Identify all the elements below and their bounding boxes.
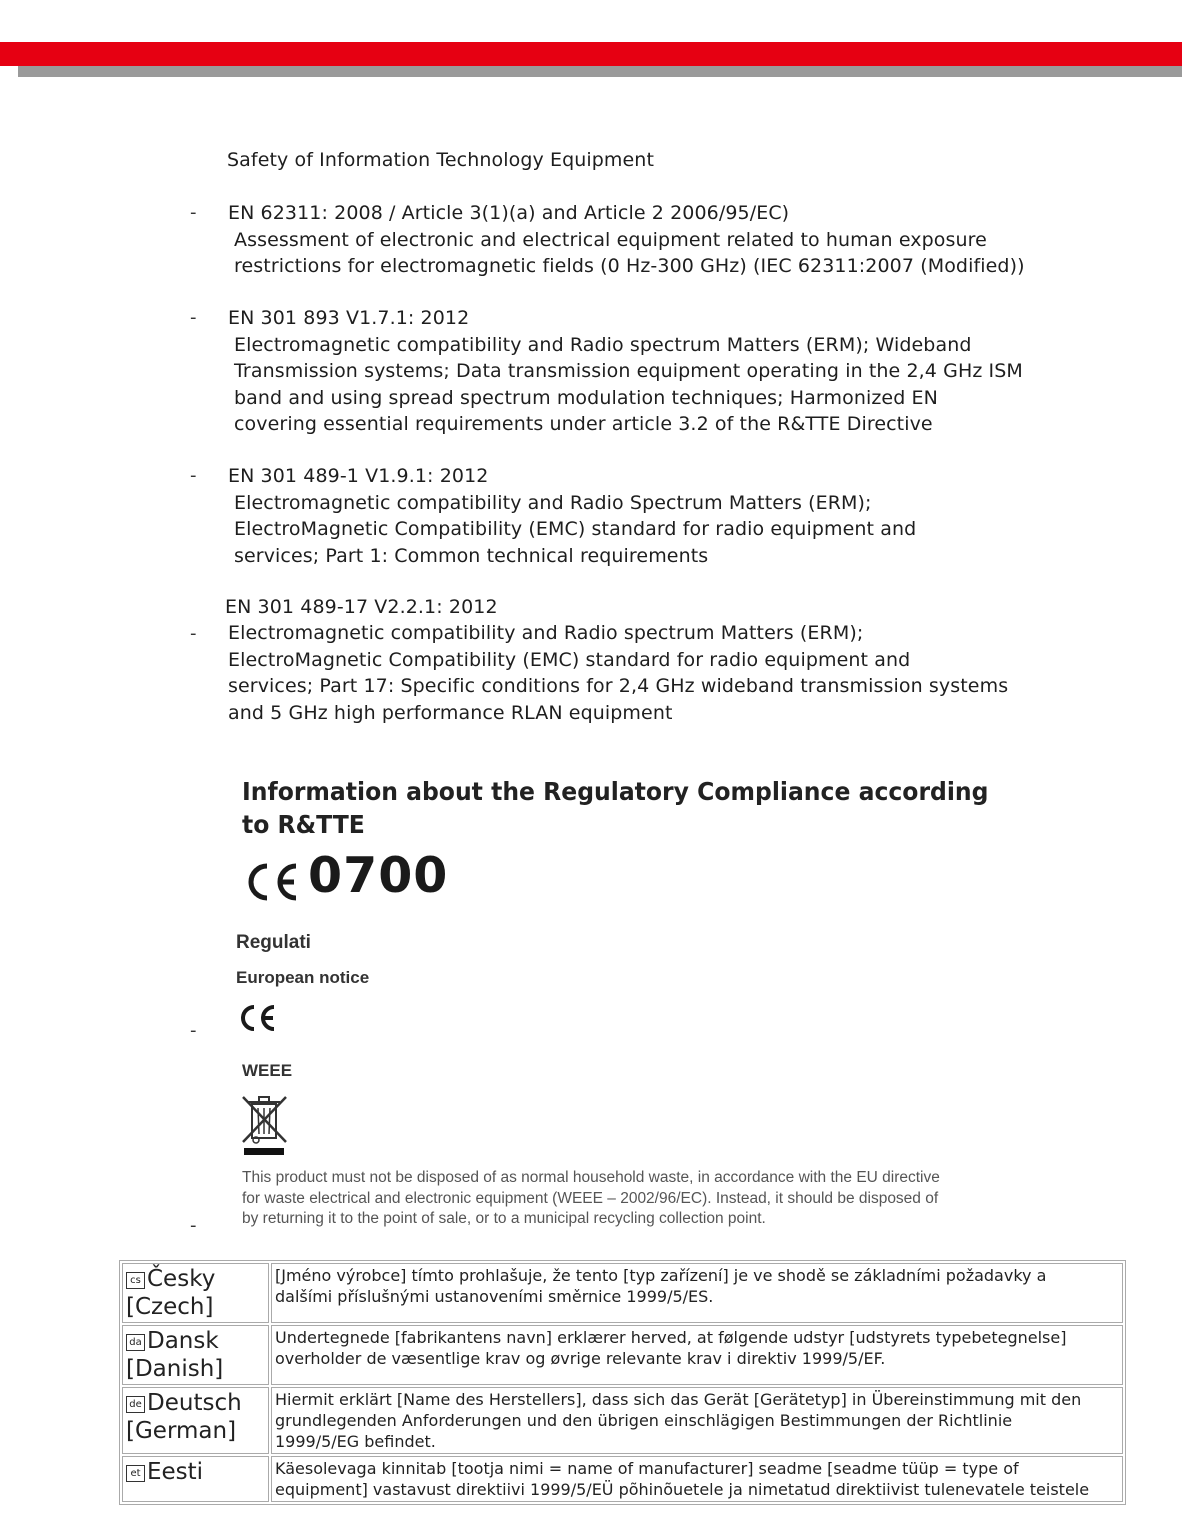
language-bracket: [Czech] [126,1294,214,1320]
standard-desc-line: services; Part 1: Common technical requirements [234,544,709,567]
language-code-icon: et [126,1465,145,1482]
standard-desc-line: ElectroMagnetic Compatibility (EMC) standard for radio equipment and [234,518,917,540]
regulatory-title [242,775,988,841]
table-row [122,1456,1123,1502]
regulatory-heading: Regulati [236,932,311,953]
standard-desc-line: ElectroMagnetic Compatibility (EMC) standard for radio equipment and [228,648,911,671]
table-row [122,1387,1123,1454]
dash-marker: - [190,1215,197,1236]
standard-block [228,463,916,569]
weee-text-line: by returning it to the point of sale, or to a municipal recycling collection point. [242,1210,766,1227]
ce-mark-icon [240,852,302,912]
standard-desc-line: Electromagnetic compatibility and Radio spectrum Matters (ERM); [228,622,864,644]
weee-text-line: This product must not be disposed of as normal household waste, in accordance with the EU directive [242,1169,940,1186]
language-cell [122,1456,269,1502]
weee-heading: WEEE [242,1061,293,1080]
language-bracket: [German] [126,1418,237,1444]
weee-crossed-bin-icon [240,1092,290,1160]
language-bracket: [Danish] [126,1356,224,1382]
standard-code: EN 62311: 2008 / Article 3(1)(a) and Article 2 2006/95/EC) [228,202,790,224]
ce-mark-small-icon [236,1001,278,1035]
standard-code: EN 301 893 V1.7.1: 2012 [228,307,470,329]
standard-desc-line: services; Part 17: Specific conditions for 2,4 GHz wideband transmission systems [228,675,1009,697]
declaration-line: equipment] vastavust direktiivi 1999/5/EÜ põhinõuetele ja nimetatud direktiivist tulenevatele teistele [275,1480,1090,1499]
dash-marker: - [190,1020,197,1041]
declaration-line: Hiermit erklärt [Name des Herstellers], dass sich das Gerät [Gerätetyp] in Übereinstimmung mit den [275,1390,1082,1409]
standard-desc-line: restrictions for electromagnetic fields (0 Hz-300 GHz) (IEC 62311:2007 (Modified)) [234,255,1025,277]
standard-desc-line: Assessment of electronic and electrical equipment related to human exposure [234,228,987,251]
dash-marker: - [190,623,197,644]
weee-text-line: for waste electrical and electronic equipment (WEEE – 2002/96/EC). Instead, it should be disposed of [242,1189,939,1207]
language-code-icon: de [126,1396,145,1413]
standard-code: EN 301 489-17 V2.2.1: 2012 [225,596,498,618]
table-row [122,1325,1123,1385]
standard-desc-line: Electromagnetic compatibility and Radio Spectrum Matters (ERM); [234,491,872,514]
standard-code: EN 301 489-1 V1.9.1: 2012 [228,465,489,487]
declaration-line: [Jméno výrobce] tímto prohlašuje, že tento [typ zařízení] je ve shodě se základními požadavky a [275,1266,1047,1285]
standard-desc-line: Transmission systems; Data transmission equipment operating in the 2,4 GHz ISM [234,360,1023,382]
declaration-cell [271,1387,1123,1454]
regulatory-title-line: Information about the Regulatory Compliance according [242,777,989,806]
dash-marker: - [190,202,197,223]
language-name: Deutsch [147,1390,242,1416]
language-name: Dansk [147,1328,219,1354]
standard-block [228,305,1023,438]
declaration-line: grundlegenden Anforderungen und den übrigen einschlägigen Bestimmungen der Richtlinie [275,1411,1013,1430]
language-code-icon: cs [126,1272,145,1289]
standard-desc-line: and 5 GHz high performance RLAN equipment [228,701,673,724]
language-name: Eesti [147,1459,204,1485]
declaration-line: 1999/5/EG befindet. [275,1432,436,1451]
language-cell [122,1263,269,1323]
declaration-line: Käesolevaga kinnitab [tootja nimi = name of manufacturer] seadme [seadme tüüp = type of [275,1459,1019,1478]
dash-marker: - [190,307,197,328]
european-notice-heading: European notice [236,968,370,987]
header-gray-bar [18,66,1182,77]
declaration-cell [271,1456,1123,1502]
standard-desc-line: band and using spread spectrum modulation techniques; Harmonized EN [234,386,938,409]
declaration-line: Undertegnede [fabrikantens navn] erklærer herved, at følgende udstyr [udstyrets typebetegnelse] [275,1328,1067,1347]
weee-disposal-text [242,1168,940,1230]
declaration-cell [271,1325,1123,1385]
standard-desc-line: covering essential requirements under article 3.2 of the R&TTE Directive [234,413,933,435]
notified-body-number: 0700 [308,847,449,904]
declaration-cell [271,1263,1123,1323]
language-declaration-table [119,1260,1126,1505]
standard-desc-line: Electromagnetic compatibility and Radio spectrum Matters (ERM); Wideband [234,333,972,356]
language-code-icon: da [126,1334,145,1351]
header-red-bar [0,42,1182,66]
dash-marker: - [190,465,197,486]
language-cell [122,1387,269,1454]
standard-block [228,620,1008,726]
declaration-line: overholder de væsentlige krav og øvrige relevante krav i direktiv 1999/5/EF. [275,1349,886,1368]
regulatory-title-line: to R&TTE [242,810,365,839]
standard-block [228,200,1025,280]
declaration-line: dalšími příslušnými ustanoveními směrnice 1999/5/ES. [275,1287,714,1306]
intro-line: Safety of Information Technology Equipment [227,149,654,171]
language-cell [122,1325,269,1385]
language-name: Česky [147,1266,216,1292]
table-row [122,1263,1123,1323]
